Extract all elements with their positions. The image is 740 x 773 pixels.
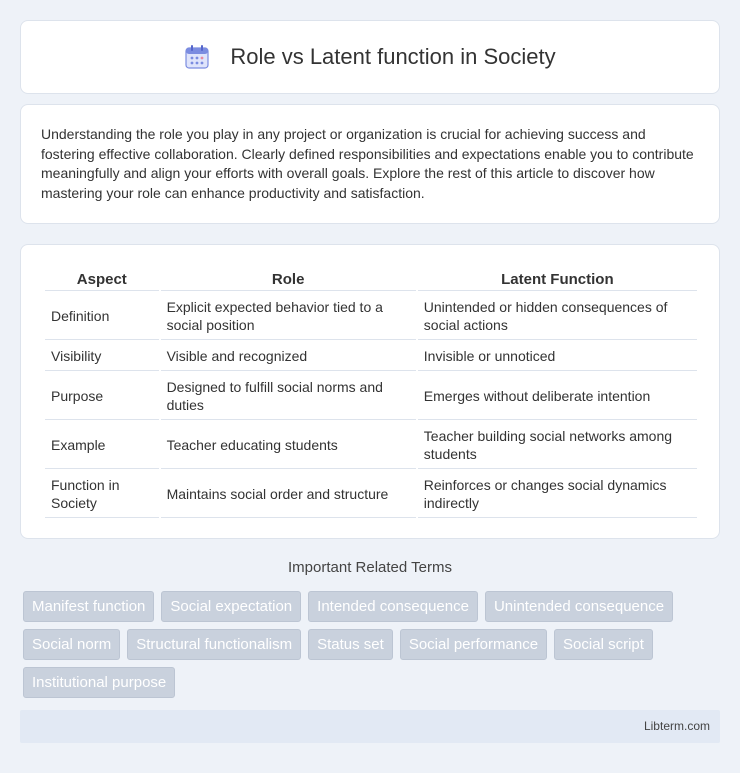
related-term-tag[interactable]: Manifest function — [23, 591, 154, 622]
cell-role: Designed to fulfill social norms and duties — [161, 373, 416, 420]
footer-brand-link[interactable]: Libterm.com — [643, 719, 710, 733]
related-term-tag[interactable]: Social script — [554, 629, 653, 660]
cell-aspect: Definition — [45, 293, 159, 340]
cell-latent: Emerges without deliberate intention — [418, 373, 697, 420]
related-term-tag[interactable]: Social expectation — [161, 591, 301, 622]
header-latent-function: Latent Function — [418, 269, 697, 291]
table-row — [45, 293, 697, 340]
related-terms-title: Important Related Terms — [288, 559, 452, 576]
cell-aspect: Function in Society — [45, 471, 159, 518]
cell-role: Teacher educating students — [161, 422, 416, 469]
table-row — [45, 373, 697, 420]
cell-role: Explicit expected behavior tied to a social position — [161, 293, 416, 340]
intro-card — [20, 104, 720, 224]
header-card — [20, 20, 720, 94]
related-term-tag[interactable]: Unintended consequence — [485, 591, 673, 622]
comparison-table — [43, 267, 699, 520]
cell-latent: Reinforces or changes social dynamics indirectly — [418, 471, 697, 518]
cell-latent: Teacher building social networks among students — [418, 422, 697, 469]
related-term-tag[interactable]: Institutional purpose — [23, 667, 175, 698]
cell-role: Visible and recognized — [161, 342, 416, 371]
header-aspect: Aspect — [45, 269, 159, 291]
related-term-tag[interactable]: Social performance — [400, 629, 547, 660]
related-term-tag[interactable]: Intended consequence — [308, 591, 478, 622]
cell-latent: Invisible or unnoticed — [418, 342, 697, 371]
related-term-tag[interactable]: Status set — [308, 629, 393, 660]
related-term-tag[interactable]: Social norm — [23, 629, 120, 660]
calendar-icon — [184, 44, 210, 70]
cell-aspect: Purpose — [45, 373, 159, 420]
related-terms-list — [23, 591, 723, 698]
comparison-table-card — [20, 244, 720, 539]
cell-aspect: Example — [45, 422, 159, 469]
cell-role: Maintains social order and structure — [161, 471, 416, 518]
cell-aspect: Visibility — [45, 342, 159, 371]
cell-latent: Unintended or hidden consequences of social actions — [418, 293, 697, 340]
table-row — [45, 342, 697, 371]
table-row — [45, 422, 697, 469]
header-role: Role — [161, 269, 416, 291]
related-term-tag[interactable]: Structural functionalism — [127, 629, 301, 660]
footer — [20, 710, 720, 743]
intro-text: Understanding the role you play in any project or organization is crucial for achieving success and fostering effective collaboration. Clearly defined responsibilities and expectations enable you to contribute meaningfully and align your efforts with overall goals. Explore the rest of this article to discover how mastering your role can enhance productivity and satisfaction. — [41, 126, 694, 201]
page-title: Role vs Latent function in Society — [230, 44, 556, 69]
table-row — [45, 471, 697, 518]
